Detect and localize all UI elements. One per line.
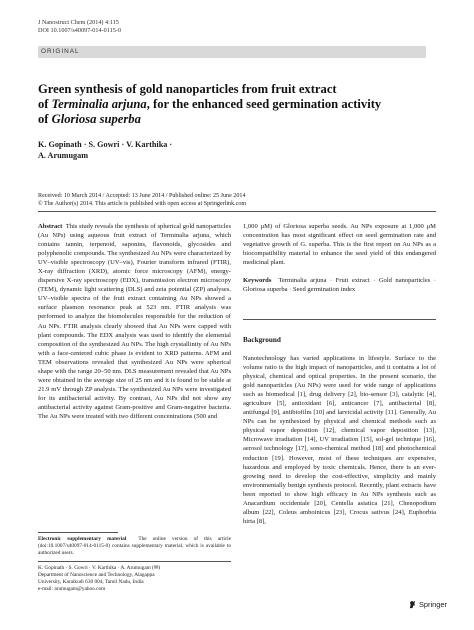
journal-doi: DOI 10.1007/s40097-014-0115-0 — [38, 27, 121, 34]
affiliation-univ: University, Karaikudi 630 004, Tamil Nadu, India — [38, 579, 144, 586]
authors-line-1: K. Gopinath · S. Gowri · V. Karthika · — [38, 140, 173, 149]
publication-dates — [38, 192, 438, 208]
abstract-label: Abstract — [38, 223, 63, 230]
header-divider — [38, 211, 436, 212]
affiliation-dept: Department of Nanoscience and Technology, Alagappa — [38, 572, 155, 579]
footnote-divider — [38, 532, 118, 533]
title-line-2 — [38, 97, 438, 112]
affiliation — [38, 565, 231, 593]
background-body — [243, 354, 436, 526]
journal-citation: J Nanostruct Chem (2014) 4:115 — [38, 19, 119, 26]
section-heading-background: Background — [243, 336, 281, 344]
affiliation-email: e-mail: arumugam@yahoo.com — [38, 586, 106, 593]
background-text: Nanotechnology has varied applications in lifestyle. Surface to the volume ratio is the high impact of nanoparticles, and it contains a lot of physical, chemical and optical properties. In the present scenario, the gold nanoparticles (Au NPs) were used for wide range of applications such as biomedical [1], drug delivery [2], bio-sensor [3], catalytic [4], agriculture [5], antioxidant [6], anticancer [7], antibacterial [8], antifungal [9], antibiofilm [10] and larvicidal activity [11]. Generally, Au NPs can be synthesized by physical and chemical methods such as physical vapor deposition [12], chemical vapor deposition [13], Microwave irradiation [14], UV irradiation [15], sol-gel technique [16], aerosol technology [17], sono-chemical method [18] and photochemical reduction [19]. However, most of these techniques are expensive, hazardous and employed by toxic chemicals. Hence, there is an ever-growing need to develop the cost-effective, simplicity and mainly environmentally benign synthesis protocol. Recently, plant extracts have been reported to show high efficacy in Au NPs synthesis such as Anacardium occidentale [20], Centella asiatica [21], Chenopodium album [22], Coleus amboinicus [23], Crocus sativus [24], Euphorbia hirta [8], — [243, 355, 436, 525]
abstract-text: This study reveals the synthesis of spherical gold nanoparticles (Au NPs) using aqueous fruit extract of Terminalia arjuna, which contains tannin, terpenoid, saponins, flavonoids, glycosides and polyphenolic compounds. The synthesized Au NPs were characterized by UV–visible spectroscopy (UV–vis), Fourier transform infrared (FTIR), X-ray diffraction (XRD), atomic force microscopy (AFM), energy-dispersive X-ray spectroscopy (EDX), transmission electron microscopy (TEM), dynamic light scattering (DLS) and zeta potential (ZP) analyses. UV–visible spectra of the fruit extract containing Au NPs showed a surface plasmon resonance peak at 523 nm. FTIR analysis was performed to analyze the biomolecules responsible for the reduction of Au NPs. FTIR analysis clearly showed that Au NPs were capped with plant compounds. The EDX analysis was used to identify the elemental composition of the synthesized Au NPs. The high crystallinity of Au NPs with a face-centered cubic phase is evident to XRD patterns. AFM and TEM observations revealed that synthesized Au NPs were spherical shape with the range 20–50 nm. DLS measurement revealed that Au NPs were obtained in the average size of 25 nm and it is found to be stable at 21.9 mV through ZP analysis. The synthesized Au NPs were investigated for its antibacterial activity. By contrast, Au NPs did not show any antibacterial activity against Gram-positive and Gram-negative bacteria. The Au NPs were treated with two different concentrations (500 and — [38, 223, 231, 420]
title-species-2: Gloriosa superba — [51, 112, 141, 127]
section-label: ORIGINAL — [41, 48, 80, 55]
abstract-continued — [243, 222, 436, 267]
affiliation-authors: K. Gopinath · S. Gowri · V. Karthika · A. Arumugam (✉) — [38, 565, 161, 571]
keywords-divider — [243, 319, 436, 320]
affiliation-divider — [38, 561, 231, 562]
abstract — [38, 222, 231, 421]
author-list — [38, 140, 298, 162]
title-line-3 — [38, 112, 438, 127]
keywords-label: Keywords — [243, 277, 272, 284]
authors-line-2: A. Arumugam — [38, 150, 89, 160]
keywords — [243, 276, 436, 294]
title-line-1: Green synthesis of gold nanoparticles from fruit extract — [38, 82, 337, 96]
supplementary-note — [38, 536, 231, 557]
journal-header — [38, 19, 121, 35]
article-title — [38, 82, 438, 128]
publisher-logo — [408, 600, 447, 609]
copyright-line: © The Author(s) 2014. This article is published with open access at Springerlink.com — [38, 201, 247, 208]
dates-line: Received: 10 March 2014 / Accepted: 13 June 2014 / Published online: 25 June 2014 — [38, 193, 246, 199]
keywords-text: Terminalia arjuna · Fruit extract · Gold nanoparticles · Gloriosa superba · Seed germination index — [243, 277, 436, 294]
title-line-2-pre: of — [38, 97, 52, 112]
section-label-band — [38, 46, 426, 58]
title-line-3-pre: of — [38, 112, 52, 127]
esm-text: The online version of this article (doi:10.1007/s40097-014-0115-0) contains supplementary material, which is available to authorized users. — [38, 536, 231, 557]
title-line-2-post: , for the enhanced seed germination activity — [146, 97, 382, 112]
title-species-1: Terminalia arjuna — [51, 97, 147, 112]
abstract-cont-text: 1,000 μM) of Gloriosa superba seeds. Au NPs exposure at 1,000 μM concentration has most significant effect on seed germination rate and vegetative growth of G. superba. This is the first report on Au NPs as a biocompatibility material to enhance the seed yield of this endangered medicinal plant. — [243, 223, 436, 267]
esm-label: Electronic supplementary material — [38, 536, 127, 542]
springer-horse-icon — [408, 600, 417, 609]
publisher-name: Springer — [419, 600, 447, 609]
